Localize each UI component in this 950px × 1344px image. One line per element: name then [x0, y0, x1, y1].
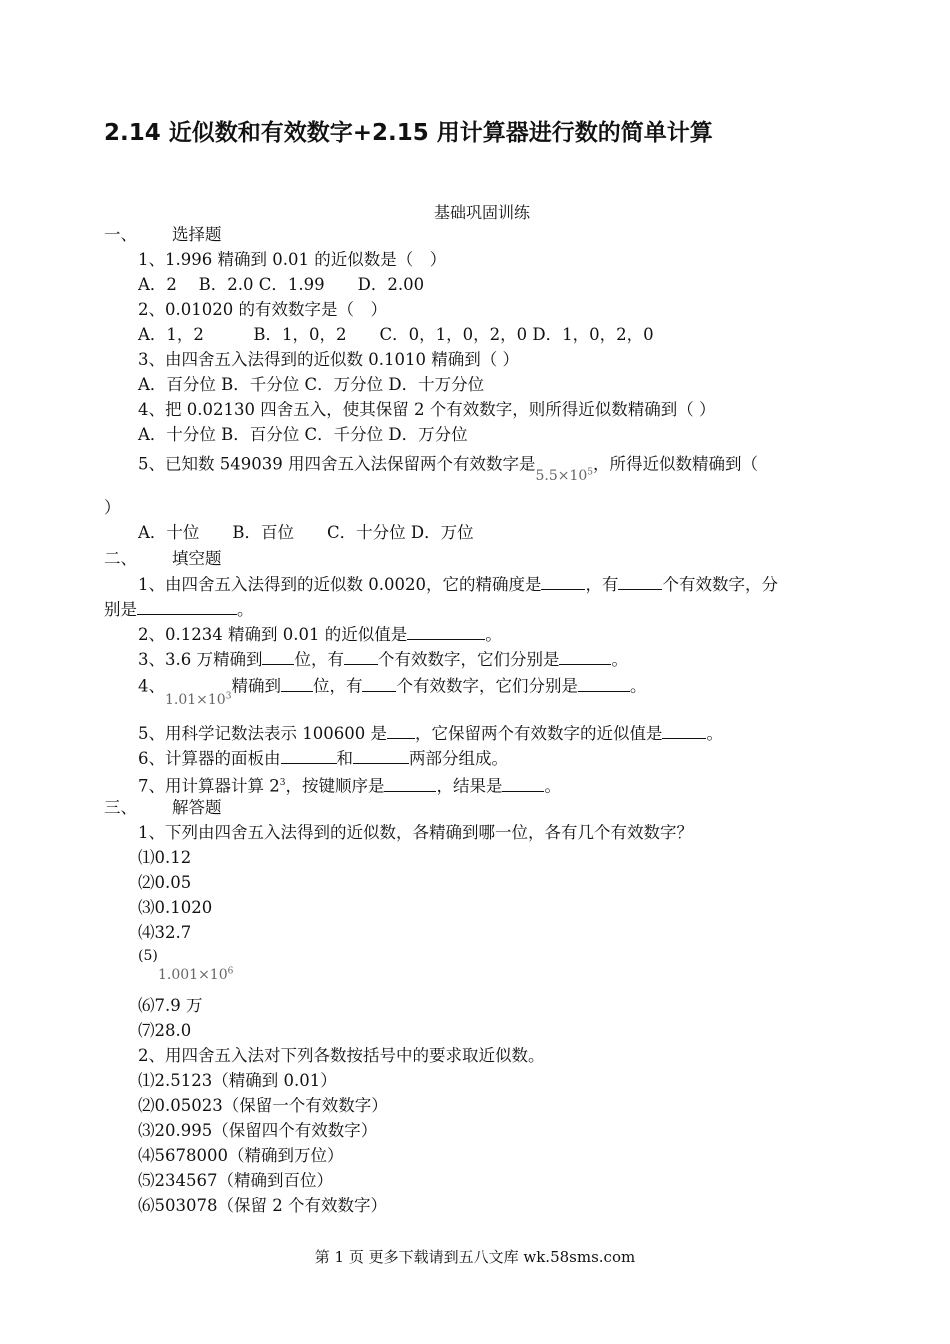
question-options: A．十分位 B．百分位 C．千分位 D．万分位 — [138, 425, 468, 444]
fill-question — [138, 623, 502, 646]
formula — [158, 960, 233, 986]
list-item: ⑴2.5123（精确到 0.01） — [138, 1071, 337, 1090]
answer-blank — [384, 775, 436, 792]
stem-text: 个有效数字，它们分别是 — [377, 650, 560, 669]
answer-blank — [262, 648, 294, 665]
answer-blank — [559, 648, 611, 665]
formula-base: 5.5×10 — [535, 467, 588, 484]
formula-exponent: 6 — [227, 966, 234, 976]
fill-question-continuation — [104, 598, 254, 621]
stem-text: ，它保留两个有效数字的近似值是 — [414, 724, 663, 743]
list-item: ⑶0.1020 — [138, 898, 213, 917]
section-heading-answer — [104, 797, 222, 819]
stem-text: 精确到 — [231, 676, 281, 696]
section-heading-fill — [104, 548, 222, 570]
stem-text: 5、已知数 549039 用四舍五入法保留两个有效数字是 — [138, 454, 536, 474]
answer-blank — [502, 775, 544, 792]
question-stem: 1、1.996 精确到 0.01 的近似数是（ ） — [138, 250, 447, 269]
stem-text: 1、由四舍五入法得到的近似数 0.0020，它的精确度是 — [138, 575, 542, 594]
list-item: ⑵0.05023（保留一个有效数字） — [138, 1096, 388, 1115]
answer-blank — [281, 675, 313, 692]
list-item: ⑹503078（保留 2 个有效数字） — [138, 1196, 387, 1215]
answer-blank — [353, 747, 409, 764]
answer-blank — [387, 722, 415, 739]
stem-text: 位，有 — [294, 650, 344, 669]
stem-text: 。 — [544, 776, 561, 796]
formula-exponent: 3 — [225, 691, 232, 701]
answer-blank — [578, 675, 630, 692]
stem-text: 两部分组成。 — [409, 749, 508, 768]
stem-text: 2、0.1234 精确到 0.01 的近似值是 — [138, 625, 408, 644]
question-options: A．2 B．2.0 C．1.99 D．2.00 — [138, 275, 425, 294]
list-item: ⑵0.05 — [138, 873, 192, 892]
question-options: A．百分位 B．千分位 C．万分位 D．十万分位 — [138, 375, 485, 394]
section-heading-choice — [104, 224, 222, 246]
list-item: ⑺28.0 — [138, 1021, 192, 1040]
stem-text: 个有效数字，分 — [662, 575, 778, 594]
stem-text: 7、用计算器计算 2 — [138, 776, 280, 796]
list-item: ⑷32.7 — [138, 923, 192, 942]
stem-text: 个有效数字，它们分别是 — [396, 676, 578, 696]
exponent: 3 — [279, 778, 286, 788]
fill-question — [138, 772, 561, 798]
question-stem: 1、下列由四舍五入法得到的近似数，各精确到哪一位，各有几个有效数字？ — [138, 823, 693, 842]
question-stem: 3、由四舍五入法得到的近似数 0.1010 精确到（ ） — [138, 350, 519, 369]
stem-text: 。 — [706, 724, 723, 743]
stem-text: 。 — [629, 676, 647, 696]
fill-question — [138, 747, 508, 770]
stem-text: ，结果是 — [436, 776, 503, 796]
question-stem: 4、把 0.02130 四舍五入，使其保留 2 个有效数字，则所得近似数精确到（ ） — [138, 400, 716, 419]
formula-base: 1.001×10 — [158, 966, 228, 983]
stem-text: ，所得近似数精确到（ — [593, 454, 759, 474]
stem-text: 3、3.6 万精确到 — [138, 650, 263, 669]
formula — [158, 967, 233, 983]
answer-blank — [618, 573, 662, 590]
stem-text: 。 — [237, 600, 254, 619]
stem-text: ，有 — [585, 575, 619, 594]
question-stem — [138, 451, 759, 484]
section-number: 三、 — [104, 798, 137, 817]
fill-question — [138, 648, 628, 671]
list-item: ⑴0.12 — [138, 848, 192, 867]
list-item: ⑸234567（精确到百位） — [138, 1171, 333, 1190]
stem-text: 别是 — [104, 600, 137, 619]
page-footer: 第 1 页 更多下载请到五八文库 wk.58sms.com — [314, 1248, 636, 1266]
answer-blank — [362, 675, 396, 692]
list-item-label: (5) — [138, 948, 158, 964]
stem-text: 4、 — [138, 676, 165, 696]
stem-text: 5、用科学记数法表示 100600 是 — [138, 724, 387, 743]
question-stem: 2、0.01020 的有效数字是（ ） — [138, 300, 387, 319]
formula — [165, 692, 231, 708]
formula-exponent: 5 — [587, 467, 594, 477]
answer-blank — [281, 747, 337, 764]
answer-blank — [407, 623, 485, 640]
page-title: 2.14 近似数和有效数字+2.15 用计算器进行数的简单计算 — [104, 120, 713, 146]
section-label: 填空题 — [172, 549, 222, 568]
stem-text: 。 — [611, 650, 628, 669]
list-item: ⑷5678000（精确到万位） — [138, 1146, 344, 1165]
question-options: A．1，2 B．1，0，2 C．0，1，0，2，0 D．1，0，2，0 — [138, 325, 654, 344]
question-stem: 2、用四舍五入法对下列各数按括号中的要求取近似数。 — [138, 1046, 545, 1065]
answer-blank — [344, 648, 378, 665]
stem-continuation: ） — [104, 498, 121, 517]
formula — [535, 468, 593, 484]
section-label: 选择题 — [172, 225, 222, 244]
stem-text: 。 — [485, 625, 502, 644]
section-label: 解答题 — [172, 798, 222, 817]
stem-text: ，按键顺序是 — [285, 776, 385, 796]
answer-blank — [662, 722, 706, 739]
list-item: ⑶20.995（保留四个有效数字） — [138, 1121, 378, 1140]
section-number: 二、 — [104, 549, 137, 568]
answer-blank — [541, 573, 585, 590]
answer-blank — [137, 598, 237, 615]
stem-text: 位，有 — [312, 676, 363, 696]
section-number: 一、 — [104, 225, 137, 244]
fill-question — [138, 722, 723, 745]
stem-text: 和 — [336, 749, 353, 768]
fill-question — [138, 573, 778, 596]
stem-text: 6、计算器的面板由 — [138, 749, 281, 768]
page-subtitle: 基础巩固训练 — [433, 203, 530, 222]
formula-base: 1.01×10 — [165, 691, 226, 708]
list-item: ⑹7.9 万 — [138, 996, 203, 1015]
question-options: A．十位 B．百位 C．十分位 D．万位 — [138, 523, 474, 542]
